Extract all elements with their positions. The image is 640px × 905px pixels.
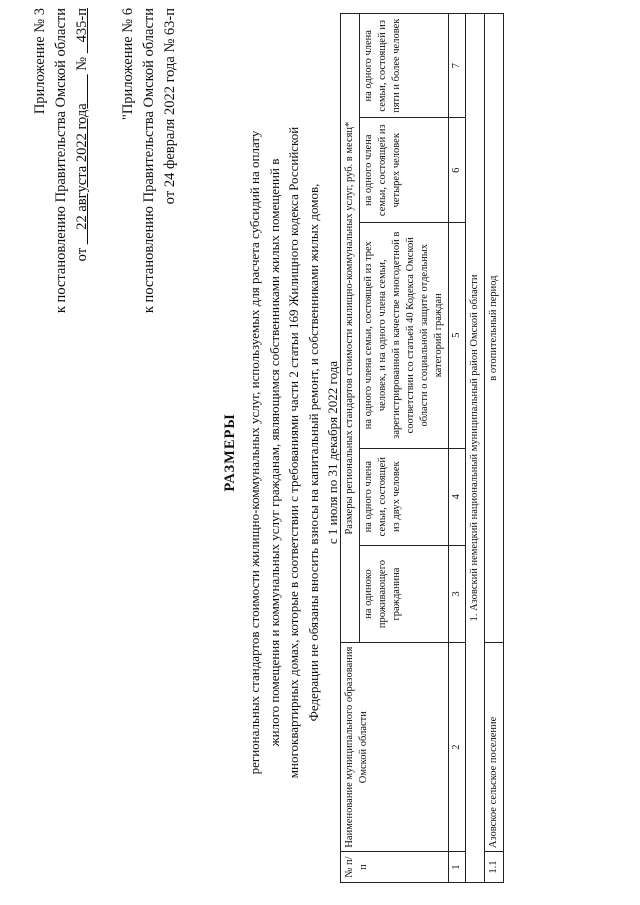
subtitle-line: региональных стандартов стоимости жилищно-коммунальных услуг, используемых для расчета субсидий на оплату <box>247 130 262 775</box>
annex-6-title: "Приложение № 6 <box>120 8 136 121</box>
annex-6-date-line: от 24 февраля 2022 года № 63-п <box>162 8 178 205</box>
header-municipality: Наименование муниципального образования Омской области <box>341 643 449 852</box>
subtitle-line: многоквартирных домах, которые в соответствии с требованиями части 2 статьи 169 Жилищного кодекса Российской <box>286 126 301 779</box>
table-header-row <box>341 14 360 883</box>
header-group: Размеры региональных стандартов стоимости жилищно-коммунальных услуг, руб. в месяц* <box>341 14 360 643</box>
column-number: 2 <box>449 643 466 852</box>
column-number-row <box>449 14 466 883</box>
row-municipality: Азовское сельское поселение <box>485 643 504 852</box>
annex-3-date: 22 августа 2022 года <box>74 103 90 230</box>
header-family-3: на одного члена семьи, состоящей из трех человек, и на одного члена семьи, зарегистрированной в качестве многодетной в соответствии со статьей 40 Кодекса Омской области о социальной защите отдельных категорий граждан <box>360 222 449 448</box>
table-row <box>485 14 504 883</box>
header-family-5: на одного члена семьи, состоящей из пяти и более человек <box>360 14 449 119</box>
column-number: 5 <box>449 222 466 448</box>
annex-3-number: 435-п <box>74 8 90 43</box>
annex-3-reference: к постановлению Правительства Омской области <box>53 8 69 314</box>
annex-6-reference: к постановлению Правительства Омской области <box>141 8 157 314</box>
header-single: на одиноко проживающего гражданина <box>360 545 449 642</box>
column-number: 6 <box>449 118 466 222</box>
row-period: в отопительный период <box>485 14 504 643</box>
row-number: 1.1 <box>485 852 504 883</box>
annex-3-header <box>30 8 93 313</box>
column-number: 4 <box>449 448 466 545</box>
header-num: № п/п <box>341 852 449 883</box>
header-family-4: на одного члена семьи, состоящей из четырех человек <box>360 118 449 222</box>
section-row <box>466 14 485 883</box>
standards-table <box>340 13 504 883</box>
column-number: 3 <box>449 545 466 642</box>
document-title: РАЗМЕРЫ <box>222 413 238 492</box>
title-block <box>222 0 343 905</box>
annex-6-header <box>118 8 181 313</box>
column-number: 1 <box>449 852 466 883</box>
subtitle-line: Федерации не обязаны вносить взносы на капитальный ремонт, и собственниками жилых домов, <box>305 183 321 722</box>
section-title: 1. Азовский немецкий национальный муниципальный район Омской области <box>466 14 485 883</box>
subtitle-line: жилого помещения и коммунальных услуг гражданам, являющимся собственниками жилых помещений в <box>266 158 282 747</box>
header-family-2: на одного члена семьи, состоящей из двух человек <box>360 448 449 545</box>
annex-3-title: Приложение № 3 <box>32 8 48 115</box>
annex-3-date-line: от 22 августа 2022 года № 435-п <box>74 8 90 262</box>
subtitle-line: с 1 июля по 31 декабря 2022 года <box>325 360 340 545</box>
column-number: 7 <box>449 14 466 119</box>
